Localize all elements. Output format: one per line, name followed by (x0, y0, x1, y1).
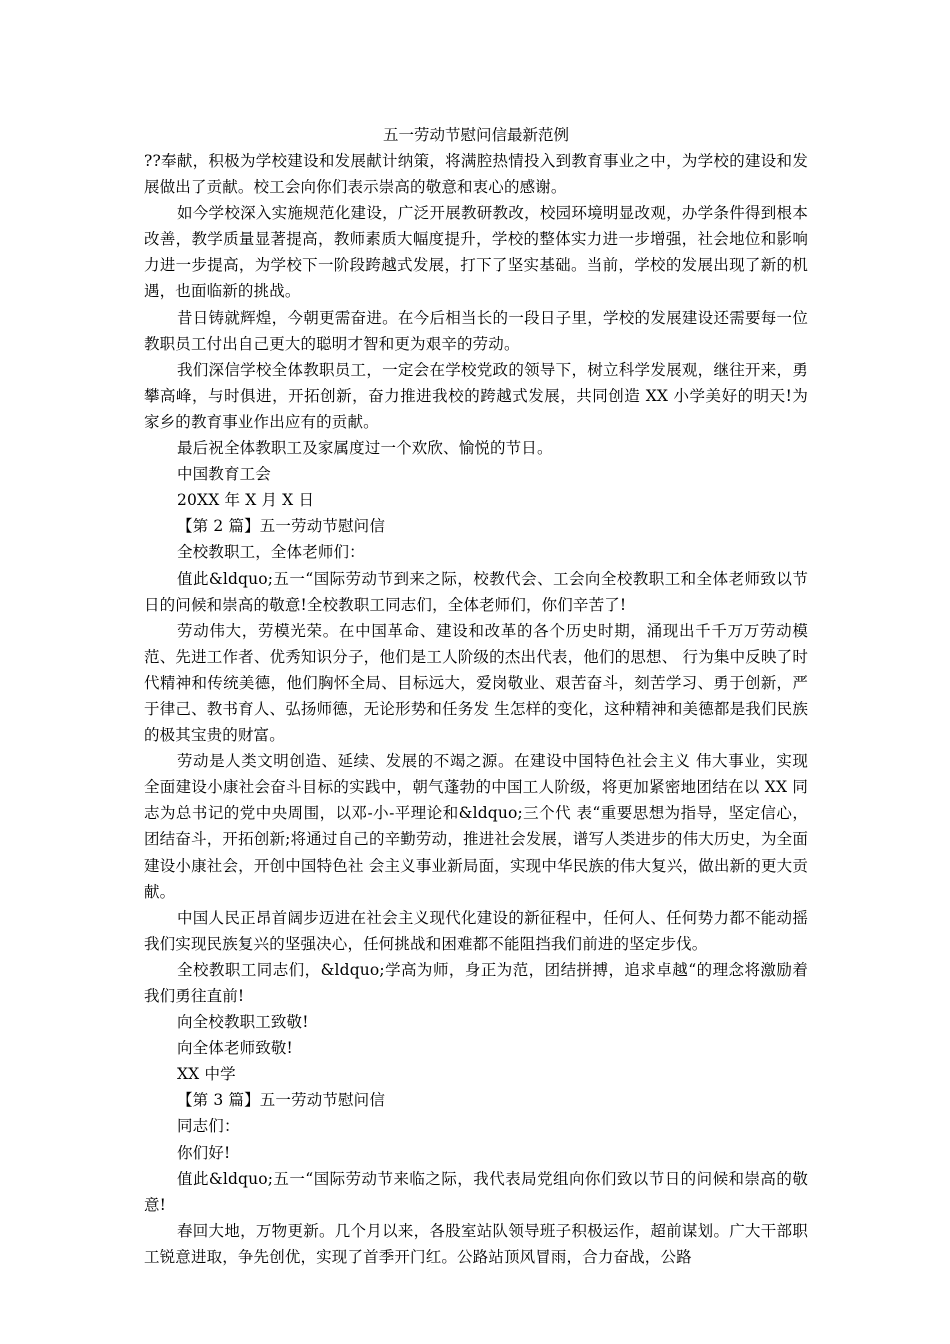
paragraph: 值此&ldquo;五一“国际劳动节到来之际，校教代会、工会向全校教职工和全体老师致以节日的问候和崇高的敬意!全校教职工同志们，全体老师们，你们辛苦了! (144, 569, 808, 614)
paragraph: XX 中学 (177, 1065, 236, 1084)
paragraph: 值此&ldquo;五一“国际劳动节来临之际，我代表局党组向你们致以节日的问候和崇高的敬意! (144, 1169, 808, 1214)
paragraph: 如今学校深入实施规范化建设，广泛开展教研教改，校园环境明显改观，办学条件得到根本改善，教学质量显著提高，教师素质大幅度提升，学校的整体实力进一步增强，社会地位和影响力进一步提高，为学校下一阶段跨越式发展，打下了坚实基础。当前，学校的发展出现了新的机遇，也面临新的挑战。 (144, 204, 808, 301)
paragraph: 劳动是人类文明创造、延续、发展的不竭之源。在建设中国特色社会主义 伟大事业，实现全面建设小康社会奋斗目标的实践中，朝气蓬勃的中国工人阶级，将更加紧密地团结在以 XX 同志为总书记的党中央周围，以邓-小-平理论和&ldquo;三个代 表“重要思想为指导，坚定信心，团结奋斗，开拓创新;将通过自己的辛勤劳动，推进社会发展，谱写人类进步的伟大历史，为全面建设小康社会，开创中国特色社 会主义事业新局面，实现中华民族的伟大复兴，做出新的更大贡献。 (144, 752, 808, 901)
paragraph: 中国人民正昂首阔步迈进在社会主义现代化建设的新征程中，任何人、任何势力都不能动摇我们实现民族复兴的坚强决心，任何挑战和困难都不能阻挡我们前进的坚定步伐。 (144, 908, 808, 953)
paragraph: 同志们： (177, 1117, 240, 1136)
paragraph: 全校教职工同志们，&ldquo;学高为师，身正为范，团结拼搏，追求卓越“的理念将激励着我们勇往直前! (144, 960, 808, 1005)
document-page (144, 122, 808, 1270)
document-title: 五一劳动节慰问信最新范例 (382, 126, 569, 144)
paragraph: 全校教职工，全体老师们： (177, 543, 365, 562)
paragraph: 【第 2 篇】五一劳动节慰问信 (177, 517, 385, 536)
paragraph: 向全校教职工致敬! (177, 1013, 309, 1032)
paragraph: 春回大地，万物更新。几个月以来，各股室站队领导班子积极运作，超前谋划。广大干部职工锐意进取，争先创优，实现了首季开门红。公路站顶风冒雨，合力奋战，公路 (144, 1221, 808, 1266)
paragraph: 向全体老师致敬! (177, 1039, 293, 1058)
paragraph: 【第 3 篇】五一劳动节慰问信 (177, 1091, 385, 1110)
paragraph: 昔日铸就辉煌，今朝更需奋进。在今后相当长的一段日子里，学校的发展建设还需要每一位教职员工付出自己更大的聪明才智和更为艰辛的劳动。 (144, 308, 808, 353)
paragraph: 你们好! (177, 1143, 231, 1162)
document-body (144, 148, 808, 1270)
paragraph: 我们深信学校全体教职员工，一定会在学校党政的领导下，树立科学发展观，继往开来，勇攀高峰，与时俱进，开拓创新，奋力推进我校的跨越式发展，共同创造 XX 小学美好的明天!为家乡的教育事业作出应有的贡献。 (144, 360, 808, 431)
paragraph: 中国教育工会 (177, 465, 271, 484)
paragraph: 最后祝全体教职工及家属度过一个欢欣、愉悦的节日。 (177, 439, 553, 458)
paragraph: 劳动伟大，劳模光荣。在中国革命、建设和改革的各个历史时期，涌现出千千万万劳动模范、先进工作者、优秀知识分子，他们是工人阶级的杰出代表，他们的思想、 行为集中反映了时代精神和传统美德，他们胸怀全局、目标远大，爱岗敬业、艰苦奋斗，刻苦学习、勇于创新，严于律己、教书育人、弘扬师德，无论形势和任务发 生怎样的变化，这种精神和美德都是我们民族的极其宝贵的财富。 (144, 621, 808, 745)
paragraph: 20XX 年 X 月 X 日 (177, 491, 315, 510)
paragraph: ??奉献，积极为学校建设和发展献计纳策，将满腔热情投入到教育事业之中，为学校的建设和发展做出了贡献。校工会向你们表示崇高的敬意和衷心的感谢。 (144, 152, 808, 197)
